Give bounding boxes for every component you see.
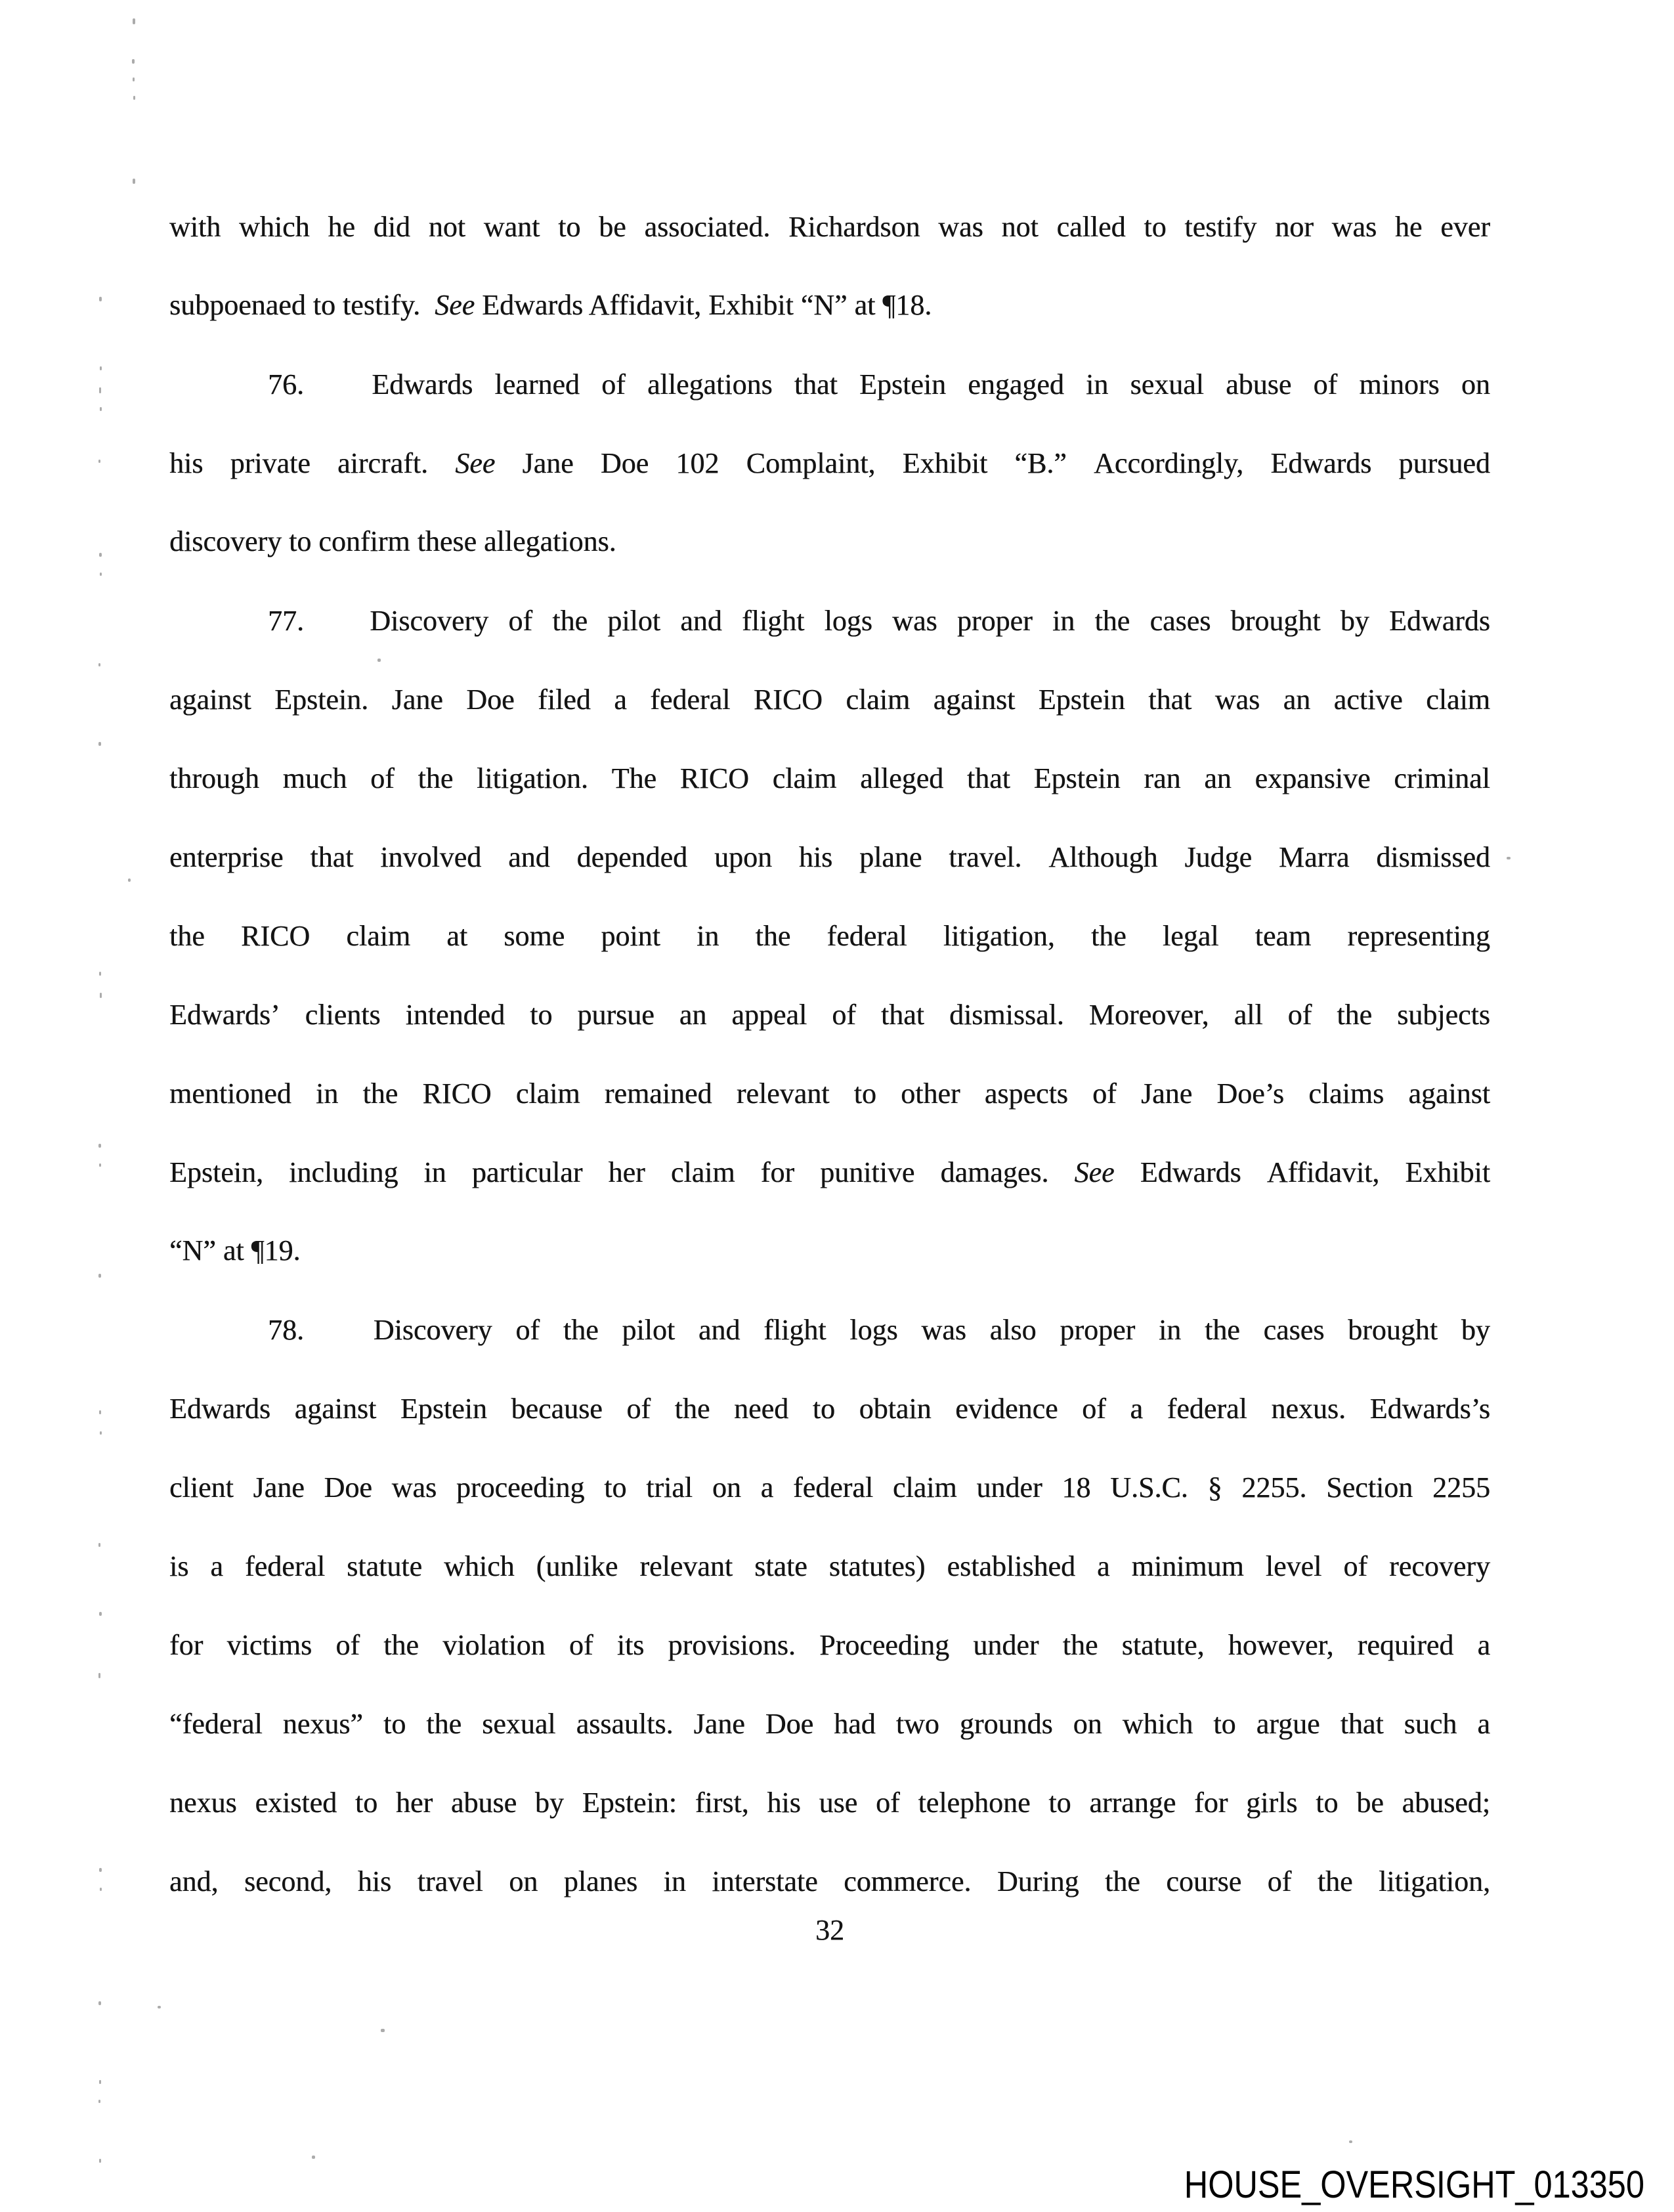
text-line: Epstein, including in particular her claim for punitive damages. See Edwards Affidavit, Exhibit	[169, 1156, 1490, 1188]
scan-speck	[133, 77, 135, 81]
scan-speck	[99, 1612, 102, 1616]
scan-speck	[98, 1144, 101, 1148]
scan-speck	[99, 1410, 101, 1414]
scan-speck	[98, 1673, 100, 1678]
scan-speck	[100, 407, 102, 411]
scan-speck	[99, 2159, 101, 2163]
paragraph-number: 78.	[268, 1313, 304, 1346]
scan-speck	[100, 1888, 102, 1891]
scan-speck	[99, 1868, 102, 1872]
text-line: client Jane Doe was proceeding to trial on a federal claim under 18 U.S.C. § 2255. Section 2255	[169, 1471, 1490, 1504]
text-line: Edwards’ clients intended to pursue an appeal of that dismissal. Moreover, all of the subjects	[169, 998, 1490, 1031]
scan-speck	[100, 1431, 102, 1435]
text-line: mentioned in the RICO claim remained relevant to other aspects of Jane Doe’s claims against	[169, 1077, 1490, 1110]
scan-speck	[128, 878, 131, 882]
text-line: “N” at ¶19.	[169, 1234, 301, 1267]
text-line: for victims of the violation of its provisions. Proceeding under the statute, however, required a	[169, 1628, 1490, 1661]
paragraph-number: 77.	[268, 604, 304, 637]
text-line: enterprise that involved and depended upon his plane travel. Although Judge Marra dismissed	[169, 840, 1490, 873]
scan-speck	[99, 972, 101, 976]
scan-speck	[98, 2001, 101, 2005]
scan-speck	[99, 553, 102, 557]
scan-speck	[98, 2100, 100, 2103]
scan-speck	[98, 1274, 101, 1278]
scan-speck	[1349, 2140, 1352, 2143]
scan-speck	[1507, 857, 1511, 859]
scan-speck	[381, 2029, 385, 2032]
text-line: with which he did not want to be associated. Richardson was not called to testify nor was he ever	[169, 210, 1490, 243]
text-line: 77. Discovery of the pilot and flight logs was proper in the cases brought by Edwards	[268, 604, 1490, 637]
text-line: subpoenaed to testify. See Edwards Affidavit, Exhibit “N” at ¶18.	[169, 289, 932, 321]
scan-speck	[132, 59, 135, 64]
text-line: discovery to confirm these allegations.	[169, 525, 616, 557]
scan-speck	[133, 96, 135, 100]
page-number: 32	[815, 1914, 844, 1946]
text-line: and, second, his travel on planes in interstate commerce. During the course of the litigation,	[169, 1865, 1490, 1898]
scan-speck	[133, 18, 135, 24]
scan-speck	[98, 1543, 100, 1547]
text-line: the RICO claim at some point in the federal litigation, the legal team representing	[169, 919, 1490, 952]
text-line: his private aircraft. See Jane Doe 102 Complaint, Exhibit “B.” Accordingly, Edwards pursued	[169, 446, 1490, 479]
scan-speck	[99, 2080, 101, 2084]
scan-speck	[100, 993, 102, 998]
scan-speck	[377, 659, 381, 662]
scan-speck	[99, 387, 101, 393]
paragraph-number: 76.	[268, 368, 304, 401]
scan-speck	[98, 460, 100, 463]
document-body	[169, 187, 1490, 1920]
text-line: “federal nexus” to the sexual assaults. Jane Doe had two grounds on which to argue that such a	[169, 1707, 1490, 1740]
scan-speck	[98, 663, 100, 666]
scan-speck	[99, 297, 102, 301]
scan-speck	[158, 2006, 161, 2008]
scan-speck	[133, 179, 135, 184]
bates-stamp: HOUSE_OVERSIGHT_013350	[1184, 2163, 1644, 2206]
text-line: is a federal statute which (unlike relevant state statutes) established a minimum level of recovery	[169, 1550, 1490, 1582]
text-line: Edwards against Epstein because of the need to obtain evidence of a federal nexus. Edwards’s	[169, 1392, 1490, 1425]
text-line: 78. Discovery of the pilot and flight logs was also proper in the cases brought by	[268, 1313, 1490, 1346]
scan-speck	[99, 1163, 101, 1167]
scan-speck	[98, 742, 101, 746]
scan-speck	[100, 366, 102, 370]
scan-speck	[312, 2156, 315, 2159]
scan-speck	[100, 573, 102, 576]
text-line: 76. Edwards learned of allegations that Epstein engaged in sexual abuse of minors on	[268, 368, 1490, 401]
text-line: through much of the litigation. The RICO claim alleged that Epstein ran an expansive criminal	[169, 762, 1490, 794]
text-line: nexus existed to her abuse by Epstein: first, his use of telephone to arrange for girls to be abused;	[169, 1786, 1490, 1819]
text-line: against Epstein. Jane Doe filed a federal RICO claim against Epstein that was an active claim	[169, 683, 1490, 716]
